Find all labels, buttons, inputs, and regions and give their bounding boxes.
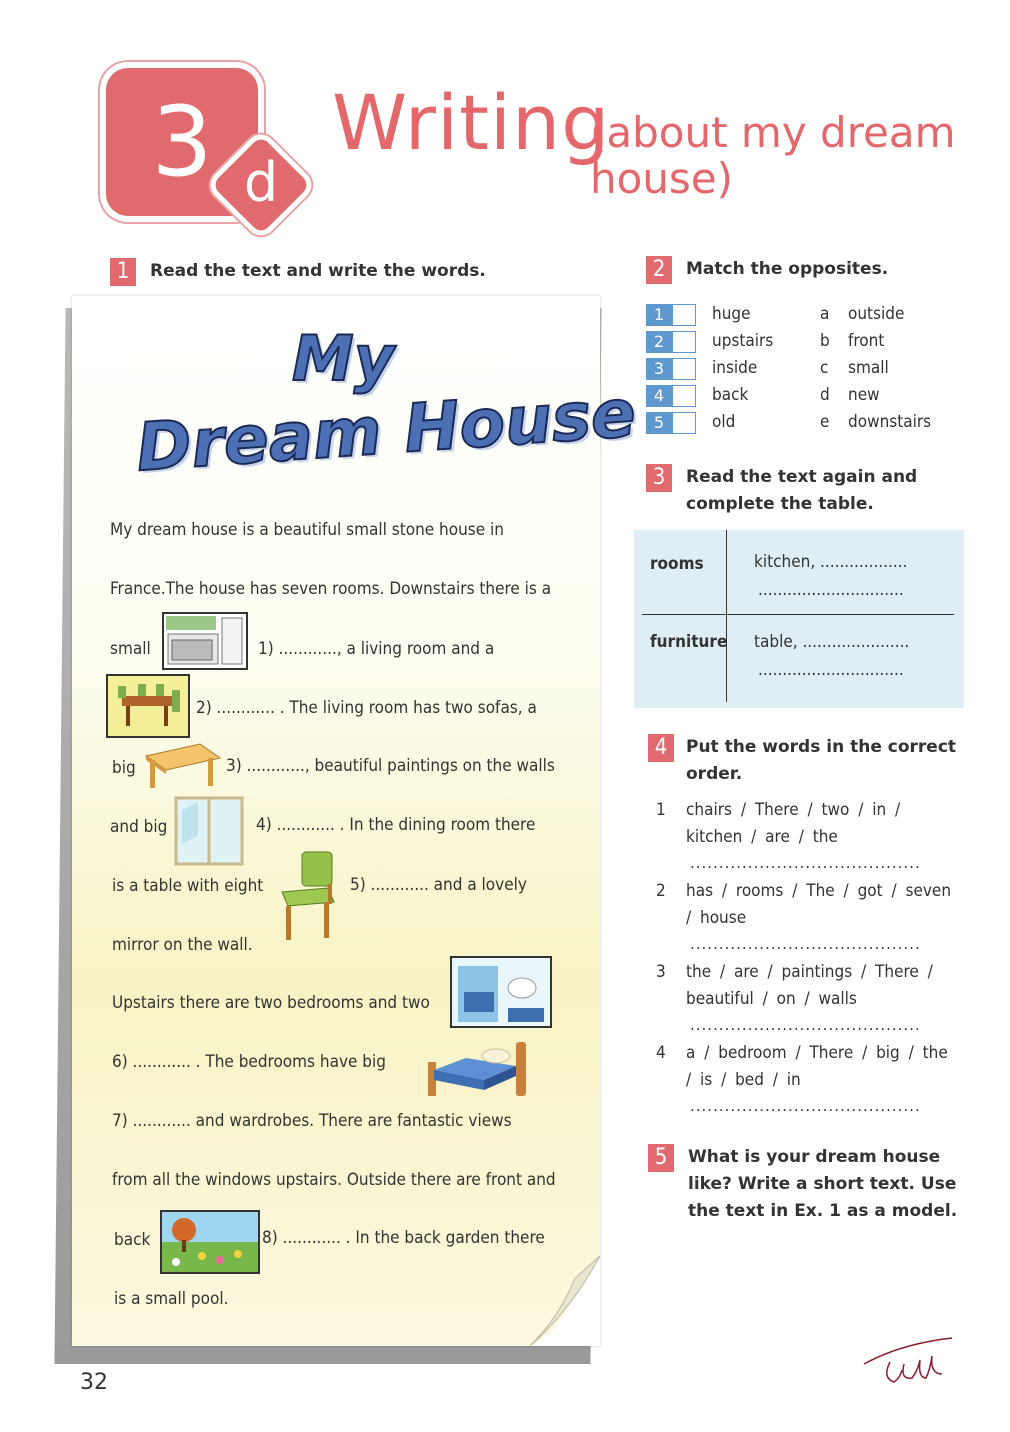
kitchen-picture (162, 612, 248, 670)
text-line-7a: is a table with eight (112, 876, 264, 896)
match-row (646, 383, 946, 410)
text-line-14: is a small pool. (114, 1289, 229, 1309)
match-letter: b (820, 331, 830, 351)
ex3-number: 3 (646, 464, 672, 492)
ex4-answer-line[interactable]: ........................................ (690, 854, 921, 872)
match-answer-box[interactable] (672, 412, 696, 434)
match-answer-box[interactable] (672, 331, 696, 353)
match-word: old (712, 412, 736, 432)
text-line-7b: 5) ............ and a lovely (350, 875, 527, 895)
ex4-item-line1: chairs / There / two / in / (686, 800, 901, 820)
text-line-3b: 1) ............, a living room and a (258, 639, 495, 659)
page-number: 32 (80, 1370, 108, 1395)
ex1-instruction: Read the text and write the words. (150, 261, 486, 281)
ex4-answer-line[interactable]: ........................................ (690, 1097, 921, 1115)
text-line-10: 6) ............ . The bedrooms have big (112, 1052, 386, 1072)
text-line-11: 7) ............ and wardrobes. There are fantastic views (112, 1111, 512, 1131)
match-word: upstairs (712, 331, 774, 351)
ex4-item-line1: a / bedroom / There / big / the (686, 1043, 948, 1063)
match-answer-box[interactable] (672, 358, 696, 380)
text-line-2: France.The house has seven rooms. Downstairs there is a (110, 579, 552, 599)
ex4-item-line2: / is / bed / in (686, 1070, 801, 1090)
match-opposite: front (848, 331, 885, 351)
rooms-answer-1[interactable]: kitchen, .................. (754, 552, 908, 572)
match-number: 5 (646, 412, 672, 434)
page-title: Writing (332, 78, 611, 167)
ex4-item-line2: beautiful / on / walls (686, 989, 857, 1009)
text-line-5b: 3) ............, beautiful paintings on the walls (226, 756, 555, 776)
match-opposite: new (848, 385, 880, 405)
match-word: huge (712, 304, 751, 324)
match-number: 1 (646, 304, 672, 326)
table-divider-vertical (726, 530, 727, 702)
ex4-item-line2: / house (686, 908, 747, 928)
table-label-furniture: furniture (650, 632, 728, 652)
ex5-line-3: the text in Ex. 1 as a model. (688, 1201, 958, 1221)
ex2-instruction: Match the opposites. (686, 259, 889, 279)
unit-number: 3 (151, 86, 213, 198)
poster-title-line1: My (292, 322, 395, 395)
text-line-6a: and big (110, 817, 168, 837)
window-icon (174, 796, 246, 868)
text-line-12: from all the windows upstairs. Outside there are front and (112, 1170, 556, 1190)
match-row (646, 356, 946, 383)
ex4-item-line1: the / are / paintings / There / (686, 962, 933, 982)
ex4-instruction-1: Put the words in the correct (686, 737, 957, 757)
rooms-furniture-table (634, 530, 964, 708)
match-letter: c (820, 358, 829, 378)
match-word: inside (712, 358, 758, 378)
match-number: 2 (646, 331, 672, 353)
match-row (646, 410, 946, 437)
text-line-8: mirror on the wall. (112, 935, 253, 955)
chair-icon (276, 848, 342, 946)
ex4-item-line2: kitchen / are / the (686, 827, 838, 847)
ex4-item-number: 3 (656, 962, 666, 982)
page-subtitle: (about my dream house) (590, 108, 956, 203)
text-line-4: 2) ............ . The living room has two sofas, a (196, 698, 537, 718)
bed-icon (424, 1036, 530, 1100)
text-line-1: My dream house is a beautiful small stone house in (110, 520, 504, 540)
text-line-5a: big (112, 758, 136, 778)
ex5-line-2: like? Write a short text. Use (688, 1174, 957, 1194)
ex4-instruction-2: order. (686, 764, 743, 784)
text-line-13a: back (114, 1230, 151, 1250)
ex4-answer-line[interactable]: ........................................ (690, 1016, 921, 1034)
ex3-instruction-2: complete the table. (686, 494, 874, 514)
poster-title-line2: Dream House (133, 374, 639, 487)
table-divider-horizontal (642, 614, 954, 615)
furniture-answer-1[interactable]: table, ...................... (754, 632, 910, 652)
text-line-9: Upstairs there are two bedrooms and two (112, 993, 430, 1013)
text-line-13b: 8) ............ . In the back garden there (262, 1228, 545, 1248)
dining-room-picture (106, 674, 190, 738)
match-letter: d (820, 385, 830, 405)
match-answer-box[interactable] (672, 385, 696, 407)
ex2-number: 2 (646, 256, 672, 284)
bathroom-picture (450, 956, 552, 1028)
ex4-number: 4 (648, 734, 674, 762)
garden-picture (160, 1210, 260, 1274)
match-answer-box[interactable] (672, 304, 696, 326)
match-letter: a (820, 304, 830, 324)
match-opposite: outside (848, 304, 905, 324)
ex2-match-list (646, 302, 946, 437)
ex5-number: 5 (648, 1144, 674, 1172)
handwritten-signature-icon (860, 1334, 960, 1394)
table-icon (142, 740, 224, 794)
text-line-6b: 4) ............ . In the dining room there (256, 815, 536, 835)
match-number: 3 (646, 358, 672, 380)
page-curl-icon (530, 1256, 600, 1346)
ex4-item-number: 1 (656, 800, 666, 820)
ex3-instruction-1: Read the text again and (686, 467, 918, 487)
rooms-answer-2[interactable]: .............................. (758, 580, 904, 600)
match-opposite: downstairs (848, 412, 932, 432)
ex4-item-number: 4 (656, 1043, 666, 1063)
match-word: back (712, 385, 749, 405)
ex4-answer-line[interactable]: ........................................ (690, 935, 921, 953)
ex4-item-line1: has / rooms / The / got / seven (686, 881, 952, 901)
ex1-number: 1 (110, 258, 136, 286)
unit-letter: d (243, 151, 279, 214)
ex5-line-1: What is your dream house (688, 1147, 941, 1167)
match-row (646, 329, 946, 356)
match-letter: e (820, 412, 830, 432)
furniture-answer-2[interactable]: .............................. (758, 660, 904, 680)
ex4-item-number: 2 (656, 881, 666, 901)
match-number: 4 (646, 385, 672, 407)
match-opposite: small (848, 358, 889, 378)
text-line-3a: small (110, 639, 151, 659)
match-row (646, 302, 946, 329)
table-label-rooms: rooms (650, 554, 704, 574)
